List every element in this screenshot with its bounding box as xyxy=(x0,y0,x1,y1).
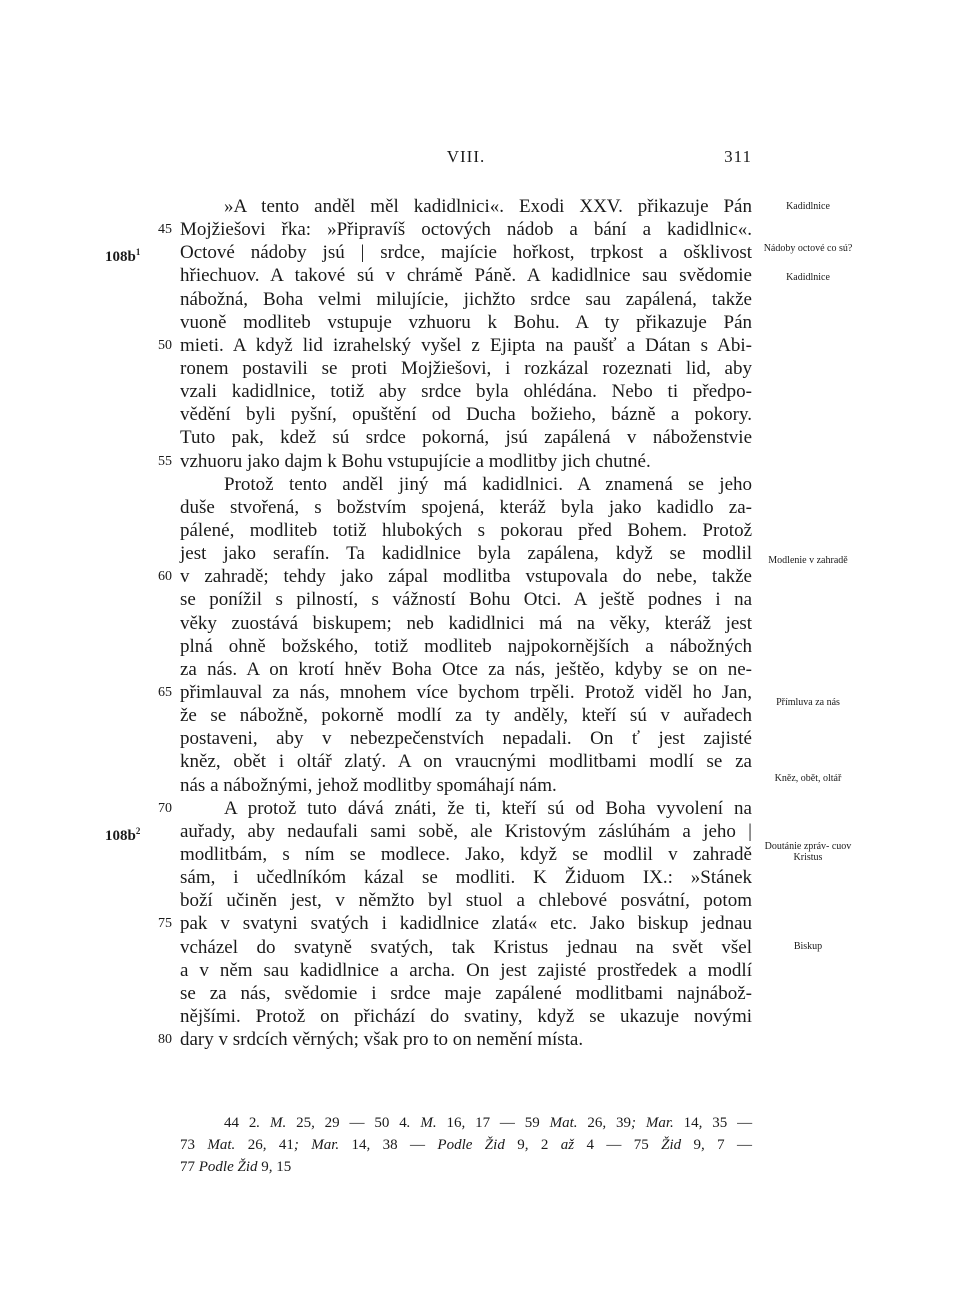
line-text: A protož tuto dává znáti, že ti, kteří sú od Boha vyvolení na xyxy=(224,797,752,819)
margin-note: Nádoby octové co sú? xyxy=(763,243,853,254)
text-line xyxy=(180,519,752,542)
text-line xyxy=(180,843,752,866)
text-line xyxy=(158,1028,752,1051)
line-text: Octové nádoby jsú | srdce, majície hořkost, trpkost a ošklivost xyxy=(180,242,752,264)
line-text: Protož tento anděl jiný má kadidlnici. A znamená se jeho xyxy=(224,473,752,495)
line-text: přimlauval za nás, mnohem více bychom trpěli. Protož viděl ho Jan, xyxy=(180,681,752,703)
line-number: 80 xyxy=(158,1032,172,1048)
line-text: nás a nábožnými, jehož modlitby spomáhají nám. xyxy=(180,774,557,796)
text-line xyxy=(180,704,752,727)
margin-note: Biskup xyxy=(793,941,823,952)
line-text: pak v svatyni svatých i kadidlnice zlatá« etc. Jako biskup jednau xyxy=(180,913,752,935)
text-line xyxy=(180,288,752,311)
line-text: ronem postavili se proti Mojžiešovi, i rozkázal rozeznati lid, aby xyxy=(180,357,752,379)
text-line xyxy=(158,681,752,704)
line-text: se ponížil s pilností, s vážností Bohu Otci. A ještě podnes i na xyxy=(180,589,752,611)
line-text: boží učiněn jest, v němžto byl stuol a chlebové posvátní, potom xyxy=(180,890,752,912)
line-number: 75 xyxy=(158,916,172,932)
margin-note: Kněz, obět, oltář xyxy=(774,773,842,784)
margin-note: Modlenie v zahradě xyxy=(768,555,848,566)
text-line xyxy=(180,264,752,287)
text-line xyxy=(180,426,752,449)
text-line xyxy=(158,912,752,935)
line-text: auřady, aby nedaufali sami sobě, ale Kristovým záslúhám a jeho | xyxy=(180,820,752,842)
margin-note: Kadidlnice xyxy=(786,272,830,283)
line-text: nábožná, Boha velmi milujície, jichžto srdce sau zapálená, takže xyxy=(180,288,752,310)
line-text: vuoně modliteb vstupuje vzhuoru k Bohu. A ty přikazuje Pán xyxy=(180,311,752,333)
line-text: mieti. A když lid izrahelský vyšel z Ejipta na paušť a Dátan s Abi- xyxy=(180,334,752,356)
text-line xyxy=(180,635,752,658)
footnote-line: 73 Mat. 26, 41; Mar. 14, 38 — Podle Žid 9, 2 až 4 — 75 Žid 9, 7 — xyxy=(180,1137,753,1153)
text-line xyxy=(180,866,752,889)
text-line xyxy=(180,750,752,773)
line-number: 55 xyxy=(158,453,172,469)
line-text: sám, i učedlníkóm kázal se modliti. K Židuom IX.: »Stánek xyxy=(180,867,752,889)
text-line xyxy=(158,797,752,820)
line-text: v zahradě; tehdy jako zápal modlitba vstupovala do nebe, takže xyxy=(180,566,752,588)
text-line xyxy=(180,959,752,982)
line-text: vcházel do svatyně svatých, tak Kristus jednau na svět všel xyxy=(180,936,752,958)
line-text: modlitbám, s ním se modlece. Jako, když se modlil v zahradě xyxy=(180,843,752,865)
footnote-line: 44 2. M. 25, 29 — 50 4. M. 16, 17 — 59 Mat. 26, 39; Mar. 14, 35 — xyxy=(224,1115,753,1131)
footnotes xyxy=(180,1112,752,1178)
margin-note: Kadidlnice xyxy=(786,201,830,212)
folio-marker: $108b^1$ xyxy=(105,247,141,266)
text-line xyxy=(180,311,752,334)
line-text: postaveni, aby v nebezpečenstvích nepadali. On ť jest zajisté xyxy=(180,728,752,750)
text-line xyxy=(180,380,752,403)
line-text: vzali kadidlnice, totiž aby srdce byla ohlédána. Nebo ti předpo- xyxy=(180,381,752,403)
line-text: plná ohně božského, totiž modliteb najpokornějších a nábožných xyxy=(180,635,752,657)
line-text: vědění byli pyšní, opuštění od Ducha božieho, bázně a pokory. xyxy=(180,404,752,426)
line-text: že se nábožně, pokorně modlí za ty anděly, kteří sú v auřadech xyxy=(180,705,752,727)
line-text: věky zuostává biskupem; neb kadidlnici má na věky, kteráž jest xyxy=(180,612,752,634)
page-header xyxy=(180,147,752,169)
margin-note: Přímluva za nás xyxy=(776,697,840,708)
text-line xyxy=(105,241,752,266)
line-text: Mojžiešovi řka: »Připravíš octových nádob a bání a kadidlnic«. xyxy=(180,219,752,241)
line-text: a v něm sau kadidlnice a archa. On jest zajisté prostředek a modlí xyxy=(180,959,752,981)
text-line xyxy=(180,658,752,681)
text-line xyxy=(180,496,752,519)
folio-marker: $108b^2$ xyxy=(105,825,141,844)
chapter-heading: VIII. xyxy=(446,147,486,166)
line-number: 65 xyxy=(158,684,172,700)
line-text: dary v srdcích věrných; však pro to on nemění místa. xyxy=(180,1029,584,1051)
text-line xyxy=(180,936,752,959)
text-line xyxy=(180,542,752,565)
line-number: 45 xyxy=(158,222,172,238)
footnote-line: 77 Podle Žid 9, 15 xyxy=(180,1159,292,1175)
line-text: se za nás, svědomie i srdce maje zapálené modlitbami najnábož- xyxy=(180,982,752,1004)
text-line xyxy=(180,1005,752,1028)
line-number: 70 xyxy=(158,800,172,816)
line-text: duše stvořená, s božstvím spojená, kteráž byla jako kadidlo za- xyxy=(180,496,752,518)
main-text xyxy=(105,195,752,1051)
line-text: pálené, modliteb totiž hlubokých s pokorau před Bohem. Protož xyxy=(180,519,752,541)
line-text: za nás. A on krotí hněv Boha Otce za nás, ještěo, kdyby se on ne- xyxy=(180,658,752,680)
text-line xyxy=(158,218,752,241)
text-line xyxy=(180,357,752,380)
line-number: 60 xyxy=(158,569,172,585)
line-text: kněz, obět i oltář zlatý. A on vraucnými modlitbami modlí se za xyxy=(180,751,752,773)
page-number: 311 xyxy=(724,147,752,166)
text-line xyxy=(180,774,752,797)
line-text: »A tento anděl měl kadidlnici«. Exodi XXV. přikazuje Pán xyxy=(224,196,752,217)
text-line xyxy=(105,820,752,844)
text-line xyxy=(180,727,752,750)
text-line xyxy=(180,473,752,496)
margin-note: Doutánie zpráv- cuov Kristus xyxy=(764,841,852,863)
text-line xyxy=(158,450,752,473)
line-text: Tuto pak, kdež sú srdce pokorná, jsú zapálená v náboženstvie xyxy=(180,427,752,449)
text-line xyxy=(158,565,752,588)
text-line xyxy=(180,982,752,1005)
line-number: 50 xyxy=(158,337,172,353)
line-text: jest jako serafín. Ta kadidlnice byla zapálena, když se modlil xyxy=(180,543,752,565)
text-line xyxy=(180,588,752,611)
text-line xyxy=(180,403,752,426)
text-line xyxy=(180,612,752,635)
text-line xyxy=(180,195,752,218)
text-line xyxy=(158,334,752,357)
line-text: hřiechuov. A takové sú v chrámě Páně. A kadidlnice sau svědomie xyxy=(180,265,752,287)
line-text: nějšími. Protož on přichází do svatiny, když se ukazuje novými xyxy=(180,1005,752,1027)
line-text: vzhuoru jako dajm k Bohu vstupujície a modlitby jich chutné. xyxy=(180,450,651,472)
text-line xyxy=(180,889,752,912)
